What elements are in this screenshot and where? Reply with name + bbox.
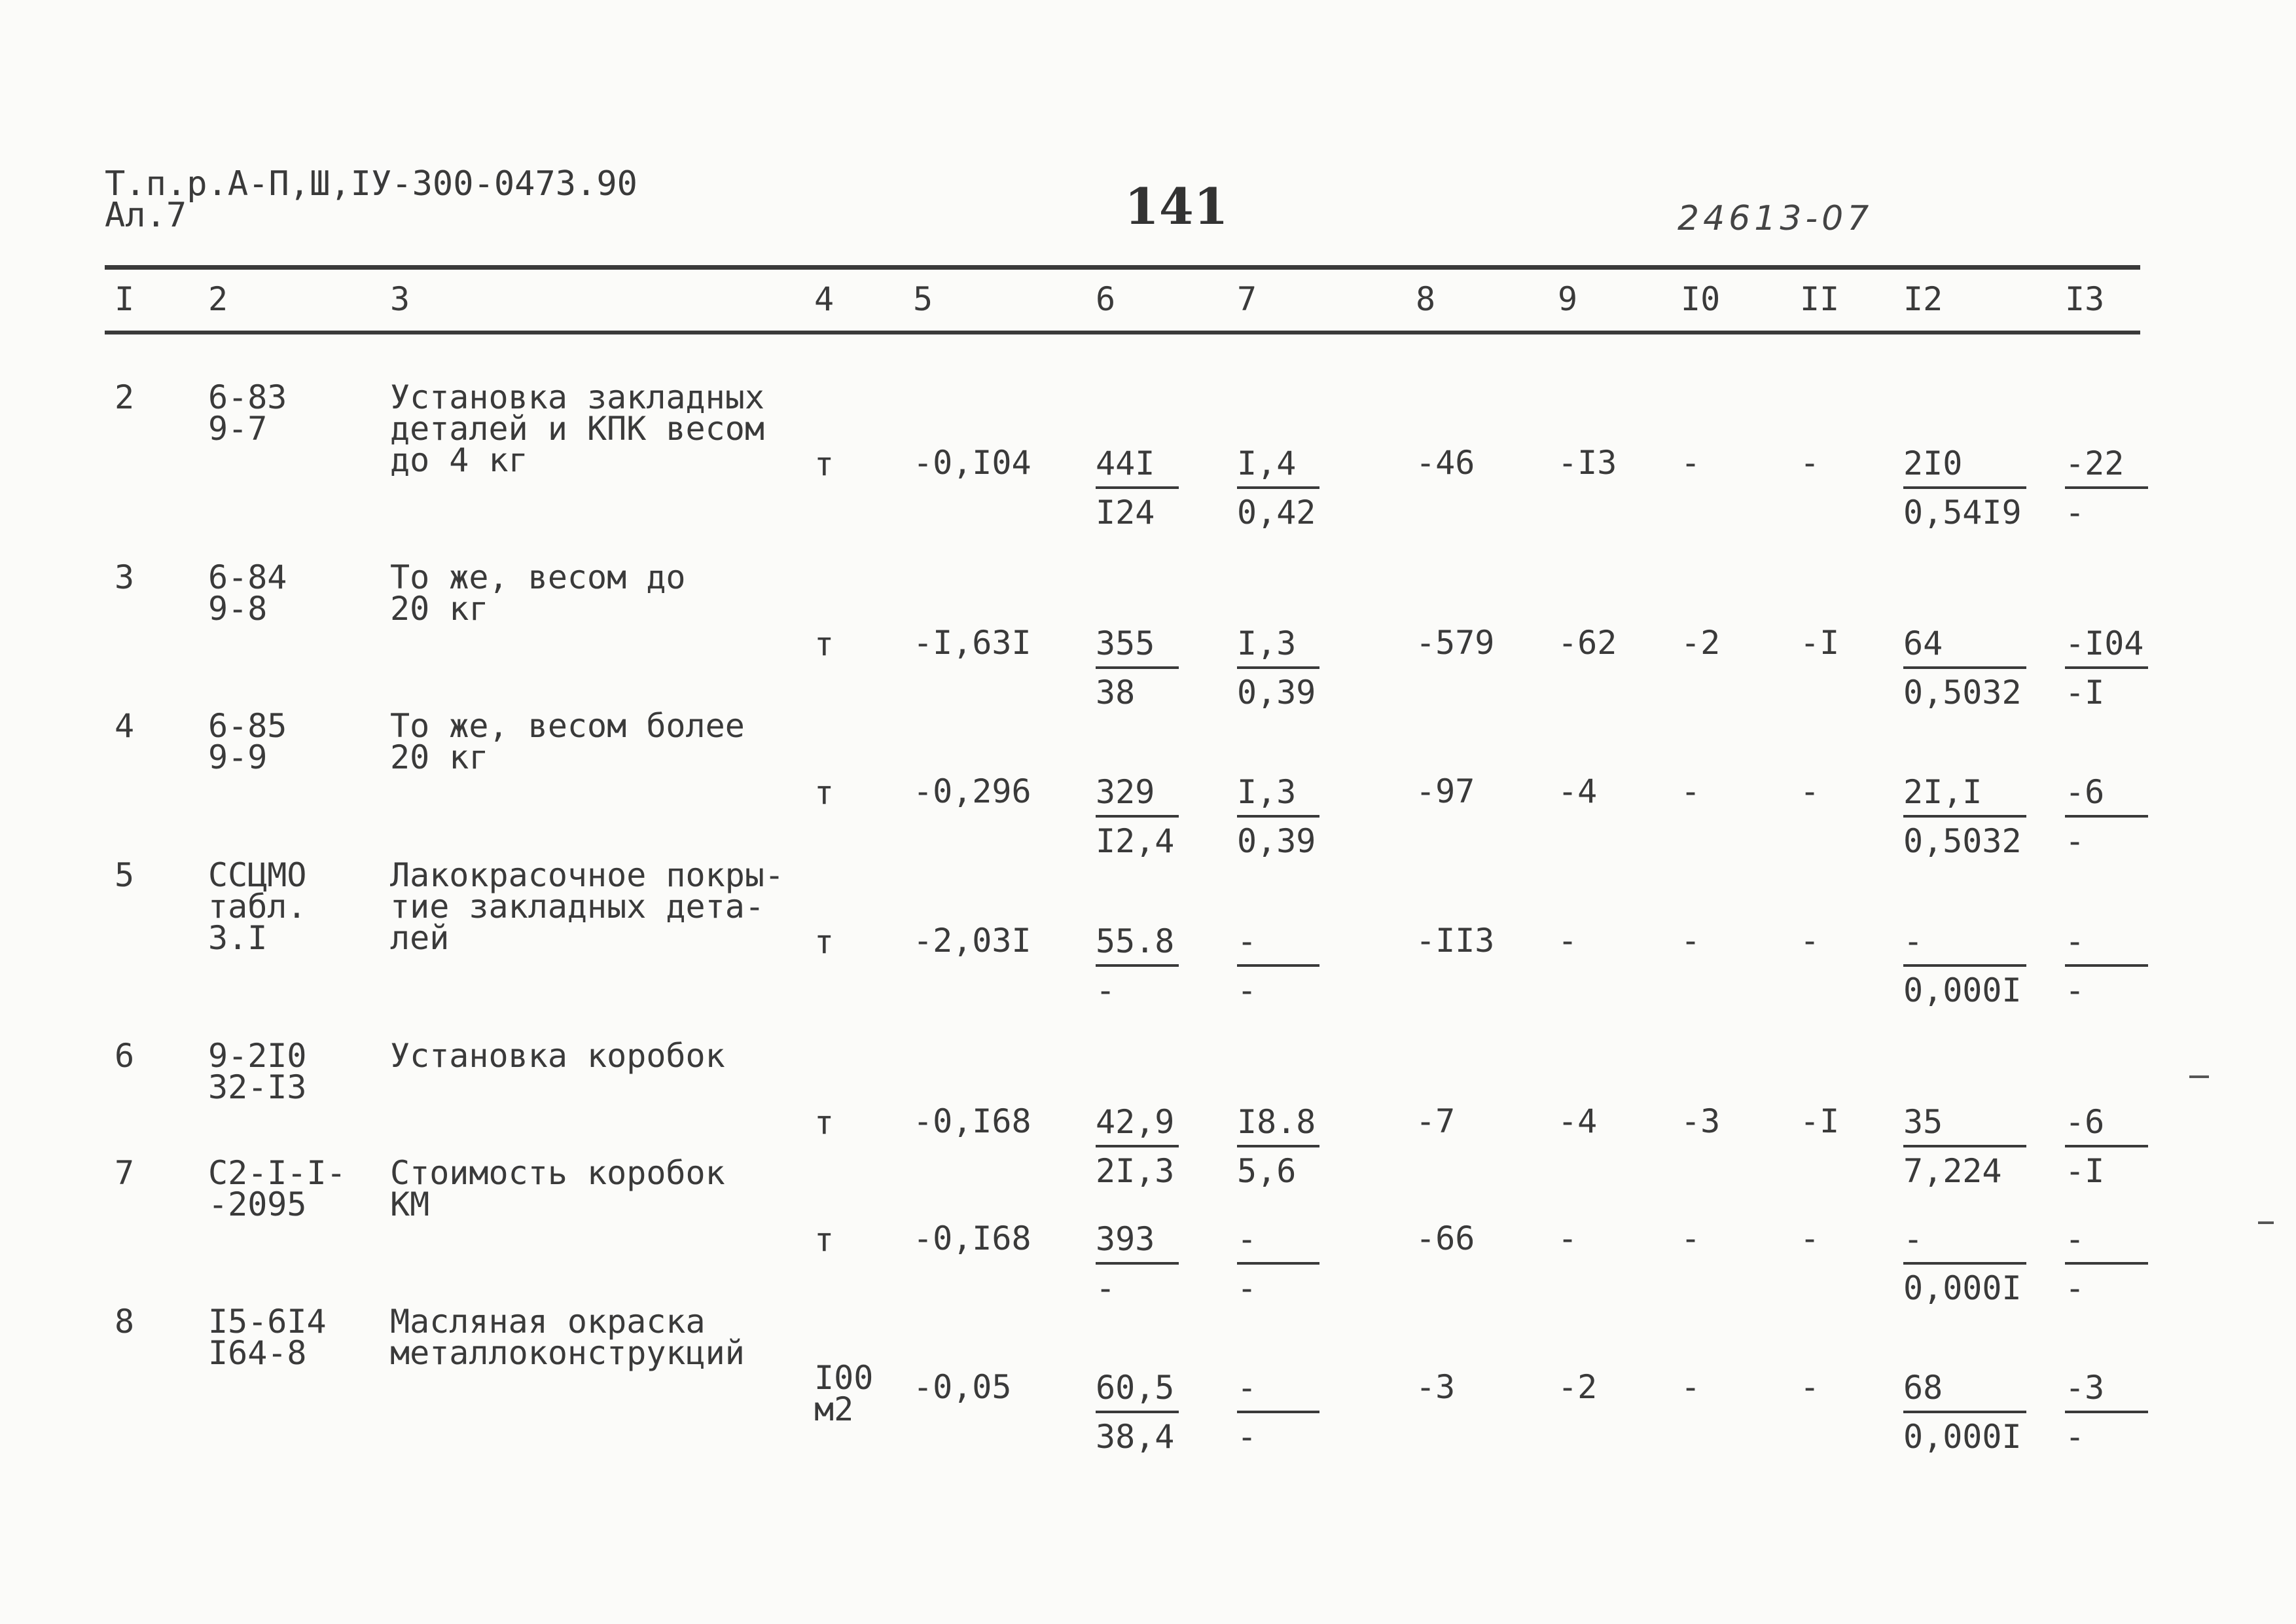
cell-c8: -II3 (1416, 922, 1495, 960)
fraction-bar (1903, 964, 2026, 967)
cell-c8: -7 (1416, 1102, 1456, 1140)
fraction-denominator: - (1237, 1418, 1257, 1456)
fraction-numerator: - (1237, 1220, 1257, 1258)
column-header: 9 (1558, 280, 1578, 318)
fraction-numerator: - (1237, 922, 1257, 960)
fraction-denominator: 0,000I (1903, 1418, 2022, 1456)
fraction-denominator: 0,54I9 (1903, 494, 2022, 532)
cell-qty: -0,I68 (913, 1219, 1031, 1257)
cell-n: 4 (115, 707, 135, 745)
cell-n: 5 (115, 856, 135, 894)
fraction-bar (1096, 1145, 1179, 1147)
cell-name: Лакокрасочное покры- тие закладных дета- лей (390, 856, 785, 957)
fraction-bar (1237, 666, 1319, 669)
cell-c9: -4 (1558, 1102, 1598, 1140)
fraction-denominator: 0,000I (1903, 971, 2022, 1009)
cell-c8: -97 (1416, 772, 1475, 810)
fraction-denominator: 5,6 (1237, 1152, 1297, 1190)
column-header: 7 (1237, 280, 1257, 318)
fraction-numerator: 68 (1903, 1369, 1943, 1407)
fraction-bar (1237, 1262, 1319, 1265)
fraction-numerator: - (2065, 922, 2085, 960)
fraction-denominator: 0,5032 (1903, 674, 2022, 712)
fraction-denominator: - (2065, 1418, 2085, 1456)
fraction-denominator: 0,5032 (1903, 822, 2022, 860)
column-header: I3 (2065, 280, 2105, 318)
fraction-numerator: 35 (1903, 1103, 1943, 1141)
cell-c11: -I (1800, 1102, 1840, 1140)
cell-code: 6-84 9-8 (208, 558, 287, 628)
fraction-denominator: -I (2065, 1152, 2105, 1190)
cell-unit: т (814, 1104, 834, 1142)
fraction-numerator: I,3 (1237, 624, 1297, 662)
registration-number: 24613-07 (1677, 199, 1873, 238)
fraction-numerator: 42,9 (1096, 1103, 1175, 1141)
cell-n: 8 (115, 1303, 135, 1341)
cell-unit: т (814, 1221, 834, 1259)
fraction-denominator: - (2065, 971, 2085, 1009)
cell-c10: -2 (1681, 624, 1721, 662)
fraction-numerator: 2I0 (1903, 444, 1963, 482)
fraction-numerator: 329 (1096, 773, 1155, 811)
cell-c9: -I3 (1558, 444, 1617, 482)
cell-n: 3 (115, 558, 135, 596)
fraction-denominator: 0,39 (1237, 822, 1316, 860)
cell-c8: -46 (1416, 444, 1475, 482)
fraction-bar (1903, 666, 2026, 669)
column-header: 6 (1096, 280, 1116, 318)
column-header: 5 (913, 280, 933, 318)
cell-qty: -0,05 (913, 1368, 1012, 1406)
fraction-denominator: 0,000I (1903, 1269, 2022, 1307)
cell-name: Масляная окраска металлоконструкций (390, 1303, 745, 1372)
fraction-numerator: -3 (2065, 1369, 2105, 1407)
document-code: Т.п.р.А-П,Ш,IУ-300-0473.90 Ал.7 (105, 164, 637, 235)
fraction-bar (1096, 1262, 1179, 1265)
cell-code: ССЦМО табл. 3.I (208, 856, 307, 957)
cell-code: I5-6I4 I64-8 (208, 1303, 327, 1372)
fraction-numerator: 355 (1096, 624, 1155, 662)
cell-code: 6-83 9-7 (208, 378, 287, 448)
fraction-denominator: - (2065, 1269, 2085, 1307)
cell-name: То же, весом более 20 кг (390, 707, 745, 776)
cell-c9: -2 (1558, 1368, 1598, 1406)
cell-c11: -I (1800, 624, 1840, 662)
fraction-numerator: -6 (2065, 1103, 2105, 1141)
fraction-numerator: -22 (2065, 444, 2125, 482)
fraction-numerator: I,3 (1237, 773, 1297, 811)
fraction-bar (1237, 964, 1319, 967)
fraction-denominator: I24 (1096, 494, 1155, 532)
fraction-numerator: 2I,I (1903, 773, 1982, 811)
fraction-bar (2065, 1262, 2148, 1265)
cell-c11: - (1800, 1219, 1820, 1257)
cell-qty: -0,I04 (913, 444, 1031, 482)
header-bottom-rule (105, 331, 2140, 334)
cell-unit: т (814, 774, 834, 812)
fraction-denominator: 38,4 (1096, 1418, 1175, 1456)
fraction-bar (1903, 1145, 2026, 1147)
cell-c11: - (1800, 1368, 1820, 1406)
fraction-denominator: I2,4 (1096, 822, 1175, 860)
cell-unit: т (814, 923, 834, 961)
column-header: 2 (208, 280, 228, 318)
cell-c9: - (1558, 1219, 1578, 1257)
fraction-bar (1096, 486, 1179, 489)
cell-unit: т (814, 625, 834, 663)
cell-c10: - (1681, 444, 1701, 482)
column-header: 4 (814, 280, 834, 318)
fraction-bar (2065, 486, 2148, 489)
cell-c10: - (1681, 922, 1701, 960)
fraction-bar (2065, 666, 2148, 669)
fraction-bar (1237, 486, 1319, 489)
fraction-denominator: - (1237, 1269, 1257, 1307)
fraction-bar (1096, 1411, 1179, 1413)
fraction-bar (1903, 815, 2026, 818)
fraction-numerator: - (2065, 1220, 2085, 1258)
fraction-numerator: I8.8 (1237, 1103, 1316, 1141)
page-number: 141 (1124, 177, 1229, 236)
fraction-bar (2065, 1145, 2148, 1147)
fraction-numerator: 60,5 (1096, 1369, 1175, 1407)
column-header: I0 (1681, 280, 1721, 318)
column-header: I2 (1903, 280, 1943, 318)
cell-qty: -0,296 (913, 772, 1031, 810)
fraction-denominator: - (1096, 1269, 1116, 1307)
cell-c9: -4 (1558, 772, 1598, 810)
cell-qty: -I,63I (913, 624, 1031, 662)
cell-c8: -3 (1416, 1368, 1456, 1406)
table-top-rule (105, 265, 2140, 270)
fraction-numerator: -6 (2065, 773, 2105, 811)
fraction-numerator: - (1903, 1220, 1924, 1258)
margin-dash-mark (2189, 1075, 2209, 1078)
fraction-denominator: - (2065, 494, 2085, 532)
cell-c8: -66 (1416, 1219, 1475, 1257)
fraction-denominator: 0,42 (1237, 494, 1316, 532)
fraction-denominator: - (1237, 971, 1257, 1009)
cell-name: Стоимость коробок КМ (390, 1154, 725, 1223)
fraction-bar (2065, 815, 2148, 818)
fraction-bar (1237, 815, 1319, 818)
fraction-bar (2065, 964, 2148, 967)
cell-n: 6 (115, 1037, 135, 1075)
fraction-denominator: 0,39 (1237, 674, 1316, 712)
cell-code: 9-2I0 32-I3 (208, 1037, 307, 1106)
fraction-numerator: 44I (1096, 444, 1155, 482)
fraction-numerator: 55.8 (1096, 922, 1175, 960)
fraction-bar (1096, 666, 1179, 669)
cell-c10: -3 (1681, 1102, 1721, 1140)
fraction-denominator: - (2065, 822, 2085, 860)
cell-c8: -579 (1416, 624, 1495, 662)
cell-code: С2-I-I- -2095 (208, 1154, 346, 1223)
cell-name: Установка коробок (390, 1037, 725, 1075)
fraction-bar (1096, 964, 1179, 967)
cell-c11: - (1800, 444, 1820, 482)
fraction-bar (1903, 1262, 2026, 1265)
fraction-bar (2065, 1411, 2148, 1413)
fraction-numerator: - (1903, 922, 1924, 960)
fraction-numerator: 393 (1096, 1220, 1155, 1258)
cell-c11: - (1800, 922, 1820, 960)
cell-c10: - (1681, 1219, 1701, 1257)
fraction-denominator: 7,224 (1903, 1152, 2002, 1190)
cell-n: 2 (115, 378, 135, 416)
cell-n: 7 (115, 1154, 135, 1192)
column-header: I (115, 280, 135, 318)
cell-c9: -62 (1558, 624, 1617, 662)
fraction-numerator: I,4 (1237, 444, 1297, 482)
fraction-bar (1096, 815, 1179, 818)
cell-code: 6-85 9-9 (208, 707, 287, 776)
fraction-bar (1903, 1411, 2026, 1413)
fraction-numerator: 64 (1903, 624, 1943, 662)
fraction-numerator: - (1237, 1369, 1257, 1407)
column-header: 3 (390, 280, 410, 318)
cell-unit: т (814, 445, 834, 483)
fraction-bar (1903, 486, 2026, 489)
fraction-numerator: -I04 (2065, 624, 2144, 662)
fraction-bar (1237, 1411, 1319, 1413)
fraction-denominator: 2I,3 (1096, 1152, 1175, 1190)
fraction-denominator: -I (2065, 674, 2105, 712)
column-header: 8 (1416, 280, 1436, 318)
cell-qty: -0,I68 (913, 1102, 1031, 1140)
margin-dash-mark (2258, 1221, 2274, 1224)
column-header: II (1800, 280, 1840, 318)
cell-qty: -2,03I (913, 922, 1031, 960)
fraction-denominator: - (1096, 971, 1116, 1009)
fraction-denominator: 38 (1096, 674, 1136, 712)
cell-c10: - (1681, 1368, 1701, 1406)
cell-c10: - (1681, 772, 1701, 810)
cell-c11: - (1800, 772, 1820, 810)
cell-unit: I00 м2 (814, 1359, 874, 1428)
cell-c9: - (1558, 922, 1578, 960)
fraction-bar (1237, 1145, 1319, 1147)
cell-name: Установка закладных деталей и КПК весом до 4 кг (390, 378, 764, 479)
cell-name: То же, весом до 20 кг (390, 558, 686, 628)
